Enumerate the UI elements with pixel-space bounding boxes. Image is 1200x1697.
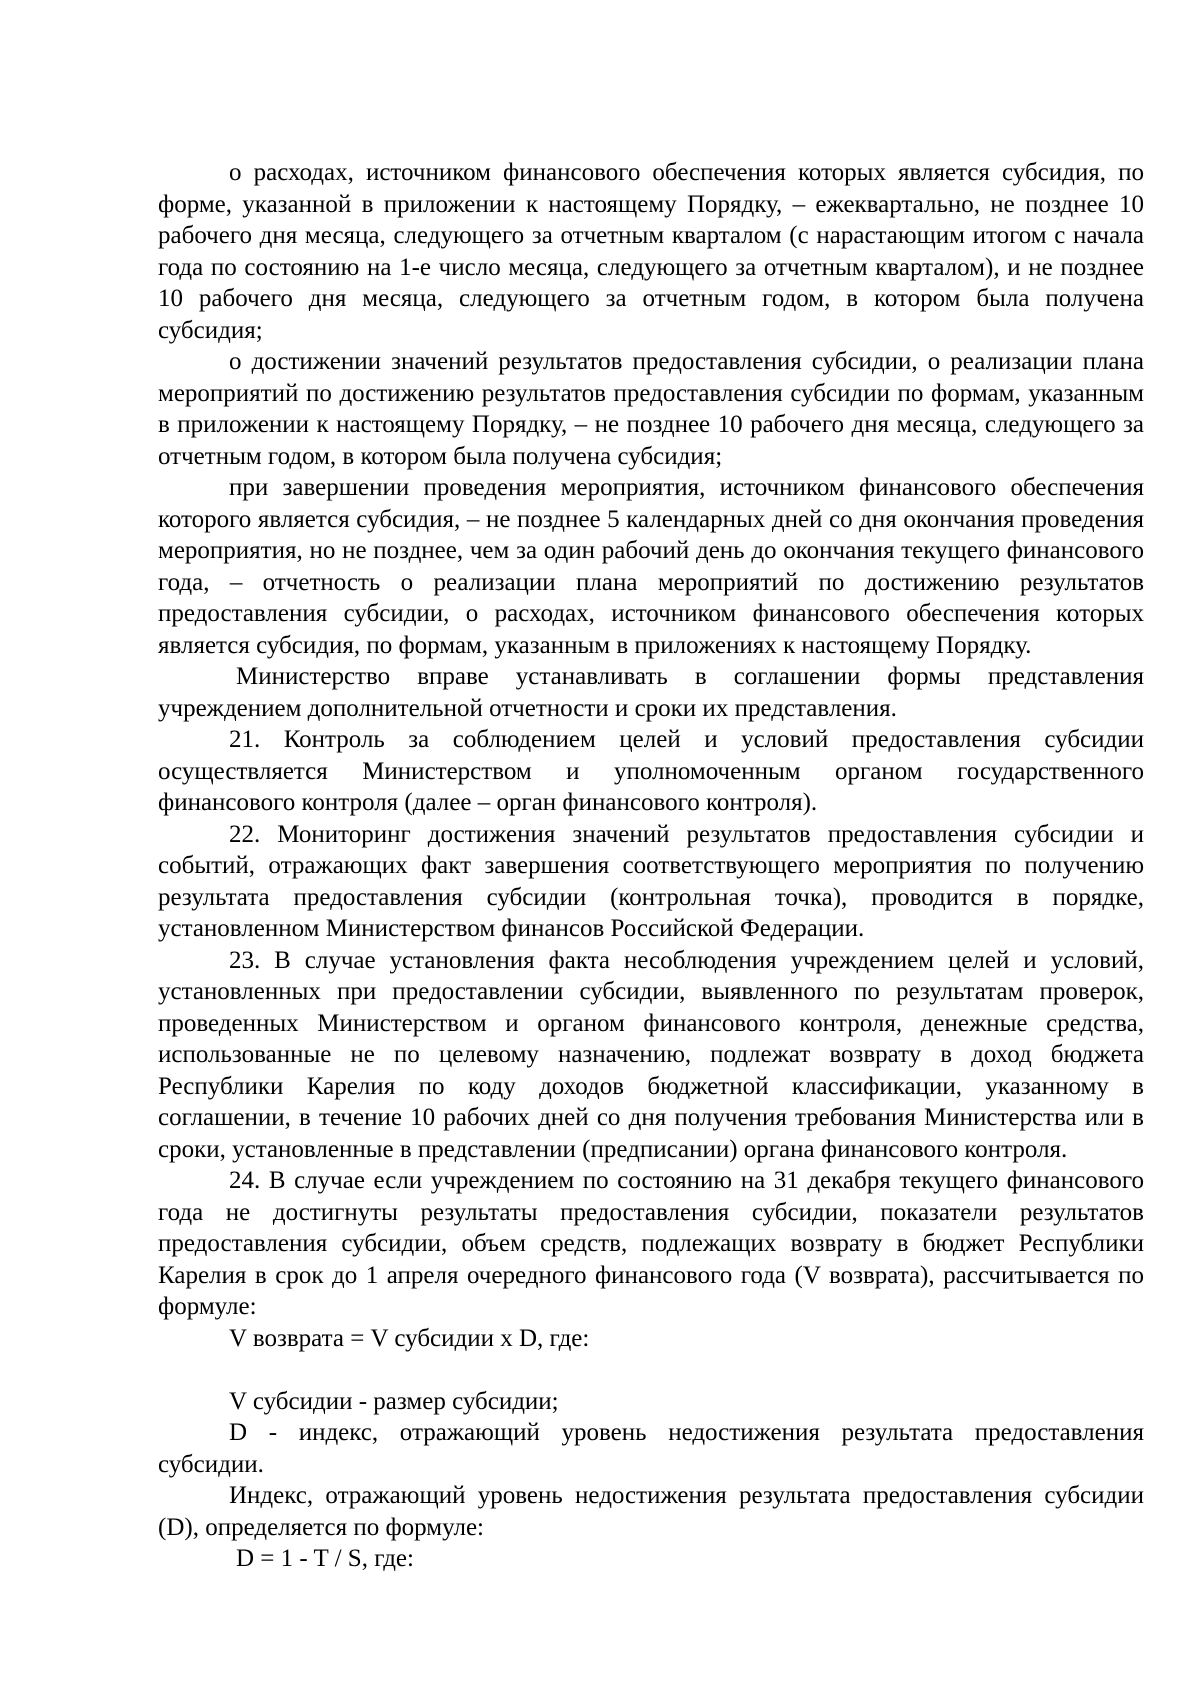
- document-body: [158, 157, 1144, 1575]
- paragraph-index-formula-intro: Индекс, отражающий уровень недостижения результата предоставления субсидии (D), определяется по формуле:: [158, 1482, 1144, 1541]
- paragraph-item-24: 24. В случае если учреждением по состоянию на 31 декабря текущего финансового года не достигнуты результаты предоставления субсидии, показатели результатов предоставления субсидии, объем средств, подлежащих возврату в бюджет Республики Карелия в срок до 1 апреля очередного финансового года (V возврата), рассчитывается по формуле:: [158, 1167, 1144, 1320]
- formula-v-return: V возврата = V субсидии x D, где:: [229, 1324, 590, 1352]
- paragraph-expense-report: о расходах, источником финансового обеспечения которых является субсидия, по форме, указанной в приложении к настоящему Порядку, – ежеквартально, не позднее 10 рабочего дня месяца, следующего за отчетным кварталом (с нарастающим итогом с начала года по состоянию на 1-е число месяца, следующего за отчетным кварталом), и не позднее 10 рабочего дня месяца, следующего за отчетным годом, в котором была получена субсидия;: [158, 159, 1144, 344]
- definition-v-subsidy: V субсидии - размер субсидии;: [229, 1387, 559, 1415]
- formula-d-index: D = 1 - T / S, где:: [236, 1545, 414, 1572]
- paragraph-event-completion-report: при завершении проведения мероприятия, источником финансового обеспечения которого является субсидия, – не позднее 5 календарных дней со дня окончания проведения мероприятия, но не позднее, чем за один рабочий день до окончания текущего финансового года, – отчетность о реализации плана мероприятий по достижению результатов предоставления субсидии, о расходах, источником финансового обеспечения которых является субсидия, по формам, указанным в приложениях к настоящему Порядку.: [158, 474, 1144, 659]
- paragraph-item-23: 23. В случае установления факта несоблюдения учреждением целей и условий, установленных при предоставлении субсидии, выявленного по результатам проверок, проведенных Министерством и органом финансового контроля, денежные средства, использованные не по целевому назначению, подлежат возврату в доход бюджета Республики Карелия по коду доходов бюджетной классификации, указанному в соглашении, в течение 10 рабочих дней со дня получения требования Министерства или в сроки, установленные в представлении (предписании) органа финансового контроля.: [158, 946, 1144, 1163]
- paragraph-item-21: 21. Контроль за соблюдением целей и условий предоставления субсидии осуществляется Министерством и уполномоченным органом государственного финансового контроля (далее – орган финансового контроля).: [158, 726, 1144, 816]
- definition-d-index: D - индекс, отражающий уровень недостижения результата предоставления субсидии.: [158, 1419, 1144, 1478]
- paragraph-item-22: 22. Мониторинг достижения значений результатов предоставления субсидии и событий, отражающих факт завершения соответствующего мероприятия по получению результата предоставления субсидии (контрольная точка), проводится в порядке, установленном Министерством финансов Российской Федерации.: [158, 820, 1144, 942]
- paragraph-results-report: о достижении значений результатов предоставления субсидии, о реализации плана мероприятий по достижению результатов предоставления субсидии по формам, указанным в приложении к настоящему Порядку, – не позднее 10 рабочего дня месяца, следующего за отчетным годом, в котором была получена субсидия;: [158, 348, 1144, 470]
- paragraph-additional-reporting: Министерство вправе устанавливать в соглашении формы представления учреждением дополнительной отчетности и сроки их представления.: [158, 663, 1144, 722]
